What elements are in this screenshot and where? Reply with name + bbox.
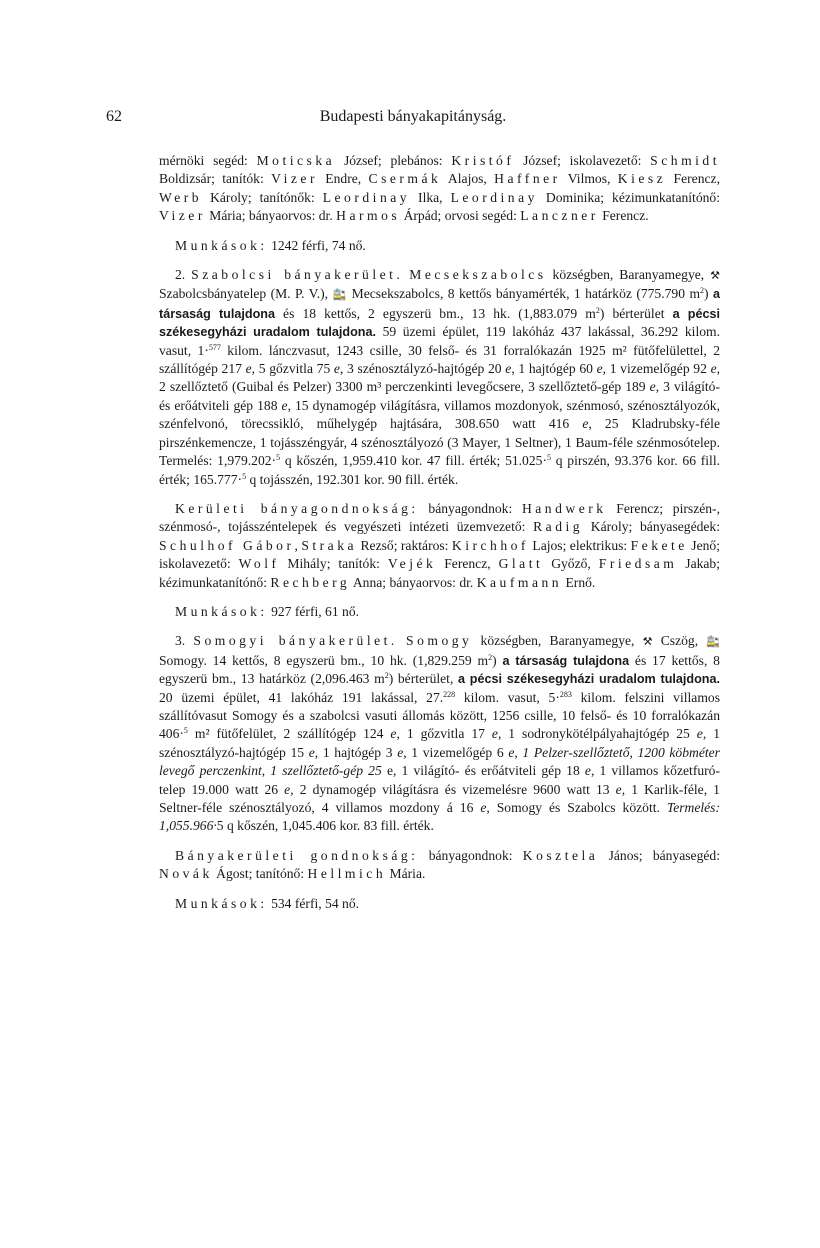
text-run: kilom. vasut, 5·: [455, 689, 560, 705]
text-run: e: [649, 379, 656, 395]
text-run: , 3 világító- és erőátviteli gép 188: [159, 379, 720, 413]
text-run: Szabolcsi bányakerület.: [191, 267, 404, 283]
text-run: ,: [514, 744, 518, 760]
crossed-hammers-icon: ⚒: [710, 269, 721, 283]
text-run: e: [584, 763, 591, 779]
text-run: Vizer: [159, 208, 206, 224]
text-run: Bányakerületi gondnokság:: [175, 847, 419, 863]
railway-station-icon: 🚉: [706, 635, 720, 649]
text-run: 2: [595, 305, 600, 315]
text-run: e: [397, 744, 404, 760]
text-run: a társaság tulajdona: [502, 653, 630, 668]
text-run: Munkások:: [175, 237, 268, 253]
text-run: Károly;: [202, 189, 252, 205]
text-run: Szabolcsbányatelep (M. P. V.),: [159, 286, 333, 302]
text-run: Somogyi bányakerület.: [193, 633, 398, 649]
text-run: Friedsam: [598, 556, 678, 572]
railway-station-icon: 🚉: [332, 288, 348, 302]
text-run: e: [615, 781, 622, 797]
text-run: e: [696, 726, 703, 742]
text-run: e: [710, 361, 717, 377]
text-run: 927 férfi, 61 nő.: [267, 603, 360, 619]
text-run: [398, 633, 406, 648]
text-run: ) bérterület: [599, 305, 665, 321]
text-run: , 1 hajtógép 3: [314, 744, 398, 760]
text-run: , 5 gőzvitla 75: [251, 361, 334, 377]
text-run: József; plebános:: [335, 153, 452, 168]
text-run: m² fütőfelület, 2 szállítógép 124: [187, 726, 391, 742]
text-run: a társaság tulajdona: [159, 287, 720, 321]
text-run: iskolavezető:: [569, 153, 651, 168]
text-run: 15 dynamogép világításra, villamos mozdonyok, szénmosó, szénosztályozók, szénfelvonó, törecssikló, műhelygép hajtására, 308.650 watt 416: [159, 397, 721, 432]
text-run: kilom. felszini villamos szállítóvasut Somogy és a szabolcsi vasuti állomás között, 1256 csille, 10 felső- és 10 forralókazán 406·: [159, 689, 720, 742]
text-run: Ferencz.: [598, 208, 649, 224]
text-run: Hellmich: [307, 866, 387, 882]
text-run: Somogy. 14 kettős, 8 egyszerü bm., 10 hk. (1,829.259 m: [159, 652, 489, 668]
text-run: Leordinay: [450, 189, 538, 205]
text-run: Mária.: [386, 866, 426, 882]
text-run: és 17 kettős, 8 egyszerü bm., 13 határköz (2,096.463 m: [159, 652, 720, 687]
text-run: Kiesz: [617, 171, 667, 187]
text-run: , Somogy és Szabolcs között.: [486, 800, 660, 815]
text-run: Termelés: 1,055.966·: [159, 800, 721, 834]
text-run: a pécsi székesegyházi uradalom tulajdona.: [159, 306, 720, 340]
text-run: Lajos; elektrikus:: [528, 537, 631, 553]
text-run: q pirszén, 93.376 kor. 66 fill. érték; 165.777·: [159, 453, 721, 487]
text-run: Ferencz; pirszén-, szénmosó-, tojásszéntelepek és vegyészeti intézeti üzemvezető:: [159, 500, 720, 535]
text-run: ) bérterület,: [388, 671, 459, 687]
text-run: , 2 szellőztető (Guibal és Pelzer) 3300 m³ perczenkinti levegőcsere, 3 szellőztető-gép 189: [159, 361, 721, 395]
text-run: Kaufmann: [476, 574, 563, 590]
text-run: Munkások:: [175, 603, 268, 619]
text-run: orvosi segéd:: [444, 208, 521, 224]
text-run: Cszög,: [652, 633, 707, 649]
text-run: , 1 gőzvitla 17: [396, 726, 492, 742]
text-run: 2.: [175, 267, 192, 283]
text-run: Mihály; tanítók:: [279, 556, 388, 572]
text-run: községben, Baranyamegye,: [472, 633, 643, 649]
text-run: Ágost; tanítónő:: [212, 866, 308, 882]
text-run: Lanczner: [520, 208, 599, 224]
text-run: Rezső; raktáros:: [357, 537, 452, 553]
text-run: , 1 villamos kőzetfuró-telep 19.000 watt 26: [159, 763, 720, 797]
text-run: ,: [602, 361, 607, 377]
text-run: 534 férfi, 54 nő.: [267, 895, 360, 911]
text-run: e: [596, 361, 603, 377]
text-run: Mecsekszabolcs: [409, 267, 547, 283]
text-run: Novák: [159, 866, 213, 882]
text-run: 3.: [175, 633, 194, 649]
text-run: Straka: [301, 537, 358, 553]
text-run: Boldizsár; tanítók:: [159, 171, 272, 187]
text-run: 1 vizemelőgép 92: [606, 361, 711, 377]
district-paragraph-somogy: [159, 632, 720, 835]
text-run: e: [505, 361, 512, 377]
text-run: 2: [384, 671, 389, 681]
staff-paragraph-2: [159, 500, 720, 592]
text-run: Alajos,: [441, 171, 495, 187]
text-run: Moticska: [256, 153, 336, 168]
workers-line-2: [159, 603, 720, 621]
text-run: Kosztela: [522, 847, 599, 863]
workers-line-1: [159, 237, 720, 255]
text-run: , 1 hajtógép 60: [511, 361, 597, 377]
text-run: Termelés: 1,979.202·: [159, 453, 277, 469]
text-run: a pécsi székesegyházi uradalom tulajdona.: [458, 672, 720, 687]
text-run: e: [390, 726, 397, 742]
text-run: Schulhof Gábor: [159, 537, 295, 553]
text-run: , 2 dynamogép világításra és vizemelésre 9600 watt 13: [290, 781, 616, 797]
text-run: Csermák: [368, 171, 442, 187]
text-run: és 18 kettős, 2 egyszerü bm., 13 hk. (1,883.079 m: [274, 305, 596, 321]
text-run: 2: [700, 286, 705, 296]
text-run: mérnöki segéd:: [159, 153, 257, 168]
text-run: Handwerk: [521, 500, 607, 516]
text-run: Ilka,: [410, 189, 451, 205]
text-run: Jenő; iskolavezető:: [159, 537, 720, 572]
text-run: 5: [216, 818, 224, 834]
text-run: e: [386, 763, 393, 779]
text-run: Vilmos,: [560, 171, 618, 187]
text-run: ,: [294, 537, 302, 553]
text-run: Kerületi bányagondnokság:: [175, 500, 419, 516]
text-run: községben, Baranyamegye,: [546, 267, 711, 283]
text-run: Anna; bányaorvos: dr.: [350, 574, 477, 590]
text-run: 5: [546, 453, 551, 463]
text-run: Harmos: [336, 208, 401, 224]
text-run: 5: [183, 726, 188, 736]
text-run: Dominika; kézimunkatanítónő:: [537, 189, 720, 205]
text-run: Vizer: [271, 171, 318, 187]
text-run: Győző,: [543, 556, 599, 572]
text-run: e: [284, 781, 291, 797]
text-run: József;: [514, 153, 561, 168]
text-run: , 1 szénosztályzó-hajtógép 15: [159, 726, 720, 760]
text-run: ): [704, 286, 713, 302]
crossed-hammers-icon: ⚒: [642, 635, 653, 649]
text-run: 228: [443, 689, 456, 699]
text-run: Vejék: [387, 556, 437, 572]
text-run: , 1 vizemelőgép 6: [403, 744, 509, 760]
text-run: Fekete: [630, 537, 688, 553]
text-run: János; bányasegéd:: [598, 847, 720, 863]
page-body: [159, 152, 720, 913]
text-run: , 25 Kladrubsky-féle pirszénkemencze, 1 tojásszéngyár, 4 szénosztályozó (3 Mayer, 1 Seltner), 1 Baum-féle szénmosótelep.: [159, 416, 720, 450]
text-run: Schmidt: [650, 153, 720, 168]
text-run: Haffner: [494, 171, 561, 187]
text-run: bányagondnok:: [418, 847, 523, 863]
text-run: e: [508, 744, 515, 760]
text-run: Ferencz,: [666, 171, 720, 187]
text-run: 59 üzemi épület, 119 lakóház 437 lakással, 36.292 kilom. vasut, 1·: [159, 324, 720, 358]
text-run: e: [308, 744, 315, 760]
text-run: 577: [208, 342, 221, 352]
text-run: Radig: [533, 519, 584, 535]
text-run: Glatt: [498, 556, 544, 572]
text-run: e: [333, 361, 340, 377]
text-run: ): [492, 652, 503, 668]
text-run: Kristóf: [451, 153, 515, 168]
workers-line-3: [159, 895, 720, 913]
text-run: 1 Pelzer-szellőztető, 1200 köbméter levegő perczenkint, 1 szellőztető-gép 25: [159, 744, 720, 779]
text-run: 20 üzemi épület, 41 lakóház 191 lakással, 27.: [159, 689, 444, 705]
text-run: q tojásszén, 192.301 kor. 90 fill. érték.: [246, 471, 459, 487]
text-run: e: [245, 361, 252, 377]
text-run: 283: [559, 689, 572, 699]
text-run: ,: [287, 397, 291, 413]
staff-paragraph-1: [159, 152, 720, 226]
text-run: q kőszén, 1,045.406 kor. 83 fill. érték.: [223, 818, 434, 834]
text-run: , 1 Karlik-féle, 1 Seltner-féle szénosztályozó, 4 villamos mozdony á 16: [159, 781, 720, 815]
text-run: e: [480, 800, 487, 815]
text-run: e: [491, 726, 498, 742]
running-title: Budapesti bányakapitányság.: [319, 108, 507, 125]
text-run: Ferencz,: [436, 556, 499, 572]
text-run: , 1 sodronykötélpályahajtógép 25: [497, 726, 697, 742]
text-run: , 3 szénosztályzó-hajtógép 20: [339, 361, 506, 377]
text-run: 2: [488, 652, 493, 662]
text-run: e: [281, 397, 288, 413]
text-run: Werb: [159, 189, 203, 205]
text-run: 5: [276, 453, 281, 463]
text-run: Munkások:: [175, 895, 268, 911]
text-run: tanítónők:: [259, 189, 323, 205]
text-run: Ernő.: [562, 574, 596, 590]
text-run: q kőszén, 1,959.410 kor. 47 fill. érték; 51.025·: [280, 453, 547, 469]
text-run: Mária; bányaorvos: dr.: [205, 208, 337, 224]
district-paragraph-szabolcs: [159, 266, 720, 489]
text-run: Somogy: [406, 633, 473, 649]
staff-paragraph-3: [159, 847, 720, 884]
text-run: Mecsekszabolcs, 8 kettős bányamérték, 1 határköz (775.790 m: [347, 286, 701, 302]
text-run: Endre,: [317, 171, 369, 187]
text-run: Károly; bányasegédek:: [583, 519, 721, 535]
text-run: Leordinay: [322, 189, 411, 205]
text-run: Wolf: [238, 556, 280, 572]
text-run: bányagondnok:: [418, 500, 522, 516]
text-run: Jakab; kézimunkatanítónő:: [159, 556, 721, 590]
text-run: kilom. lánczvasut, 1243 csille, 30 felső- és 31 forralókazán 1925 m² fütőfelülettel, 2 szállítógép 217: [159, 342, 720, 377]
page-header: [106, 108, 720, 132]
text-run: e: [582, 416, 589, 432]
text-run: 5: [242, 471, 247, 481]
text-run: , 1 világító- és erőátviteli gép 18: [392, 763, 585, 779]
text-run: Árpád;: [400, 208, 442, 224]
text-run: Rechberg: [270, 574, 351, 590]
text-run: 1242 férfi, 74 nő.: [267, 237, 366, 253]
text-run: Kirchhof: [451, 537, 529, 553]
page-number: 62: [106, 108, 122, 125]
